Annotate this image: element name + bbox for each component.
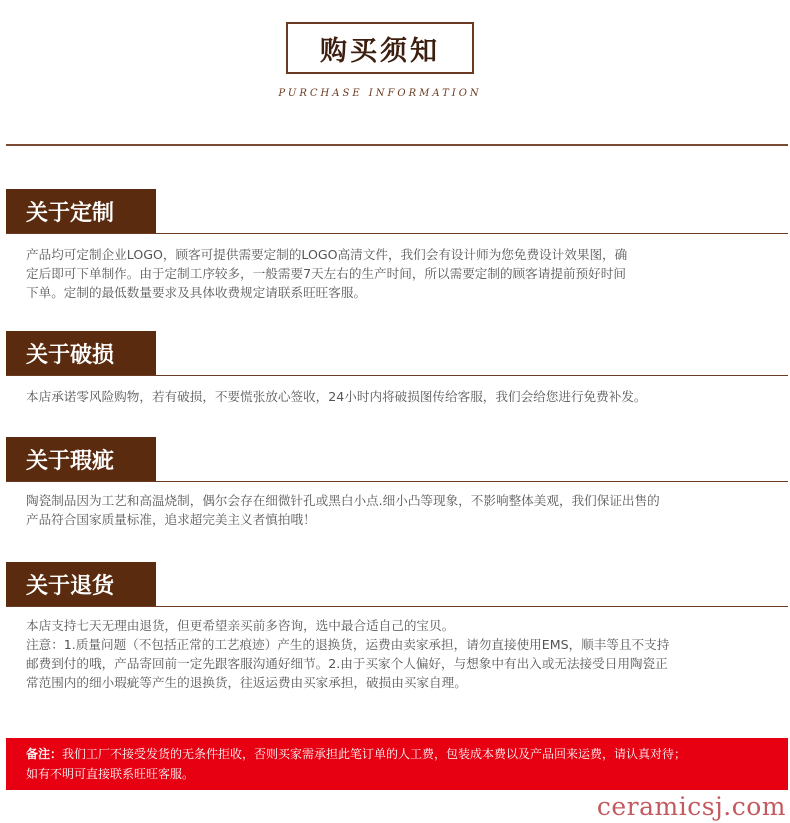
notice-line-2: 如有不明可直接联系旺旺客服。 xyxy=(26,767,195,781)
text-line: 下单。定制的最低数量要求及具体收费规定请联系旺旺客服。 xyxy=(26,285,367,300)
section-body-flaws xyxy=(26,491,768,529)
header-divider xyxy=(6,144,788,146)
text-line: 陶瓷制品因为工艺和高温烧制，偶尔会存在细微针孔或黑白小点.细小凸等现象，不影响整体美观，我们保证出售的 xyxy=(26,493,660,508)
section-body-returns xyxy=(26,616,768,692)
section-body-customization xyxy=(26,245,768,302)
watermark: ceramicsj.com xyxy=(596,792,786,821)
section-divider xyxy=(6,375,788,376)
section-divider xyxy=(6,481,788,482)
section-heading-returns: 关于退货 xyxy=(6,562,156,606)
section-divider xyxy=(6,233,788,234)
text-line: 本店支持七天无理由退货，但更希望亲买前多咨询，选中最合适自己的宝贝。 xyxy=(26,618,455,633)
text-line: 本店承诺零风险购物，若有破损，不要慌张放心签收，24小时内将破损图传给客服，我们会给您进行免费补发。 xyxy=(26,389,647,404)
notice-banner xyxy=(6,738,788,790)
section-heading-customization: 关于定制 xyxy=(6,189,156,233)
text-line: 定后即可下单制作。由于定制工序较多，一般需要7天左右的生产时间，所以需要定制的顾客请提前预好时间 xyxy=(26,266,626,281)
page-title: 购买须知 xyxy=(286,22,474,74)
section-divider xyxy=(6,606,788,607)
text-line: 常范围内的细小瑕疵等产生的退换货，往返运费由买家承担，破损由买家自理。 xyxy=(26,675,467,690)
text-line: 产品均可定制企业LOGO，顾客可提供需要定制的LOGO高清文件，我们会有设计师为您免费设计效果图，确 xyxy=(26,247,628,262)
section-body-damage xyxy=(26,387,768,406)
text-line: 产品符合国家质量标准，追求超完美主义者慎拍哦！ xyxy=(26,512,316,527)
text-line: 邮费到付的哦，产品寄回前一定先跟客服沟通好细节。2.由于买家个人偏好，与想象中有出入或无法接受日用陶瓷正 xyxy=(26,656,668,671)
notice-line-1 xyxy=(26,744,788,764)
page-subtitle: PURCHASE INFORMATION xyxy=(278,88,482,99)
notice-label: 备注： xyxy=(26,747,63,761)
text-line: 注意：1.质量问题（不包括正常的工艺痕迹）产生的退换货，运费由卖家承担，请勿直接使用EMS，顺丰等且不支持 xyxy=(26,637,670,652)
notice-text: 我们工厂不接受发货的无条件拒收，否则买家需承担此笔订单的人工费，包装成本费以及产品回来运费，请认真对待； xyxy=(62,747,687,761)
section-heading-flaws: 关于瑕疵 xyxy=(6,437,156,481)
section-heading-damage: 关于破损 xyxy=(6,331,156,375)
